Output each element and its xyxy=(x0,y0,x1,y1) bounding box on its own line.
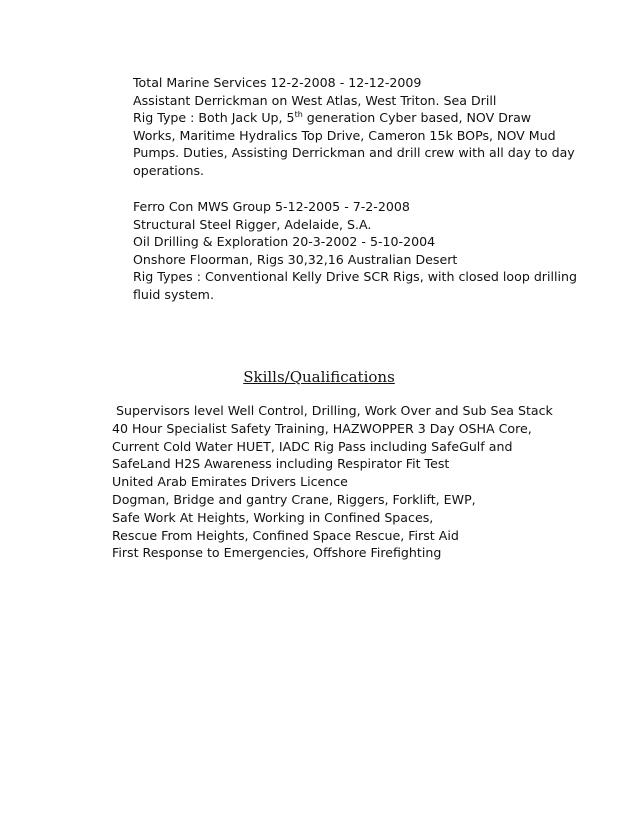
skill-line: SafeLand H2S Awareness including Respirator Fit Test xyxy=(112,456,450,472)
job-detail-line: operations. xyxy=(133,162,205,178)
job-role-line: Onshore Floorman, Rigs 30,32,16 Australian Desert xyxy=(133,251,458,267)
skill-line: Supervisors level Well Control, Drilling, Work Over and Sub Sea Stack xyxy=(116,403,553,418)
job-detail-text: generation Cyber based, NOV Draw xyxy=(302,110,532,126)
job-title-line: Total Marine Services 12-2-2008 - 12-12-2009 xyxy=(133,75,422,90)
job-detail-line: Pumps. Duties, Assisting Derrickman and drill crew with all day to day xyxy=(133,145,575,161)
job-detail-line: fluid system. xyxy=(133,286,214,302)
job-detail-text: Rig Type : Both Jack Up, 5 xyxy=(133,110,295,126)
job-title-line: Ferro Con MWS Group 5-12-2005 - 7-2-2008 xyxy=(133,199,410,214)
skill-line: United Arab Emirates Drivers Licence xyxy=(112,474,348,490)
job-detail-line: Works, Maritime Hydralics Top Drive, Cameron 15k BOPs, NOV Mud xyxy=(133,127,556,143)
experience-total-marine xyxy=(133,74,603,180)
skill-line: First Response to Emergencies, Offshore Firefighting xyxy=(112,545,442,561)
superscript: th xyxy=(294,110,303,119)
skill-line: Current Cold Water HUET, IADC Rig Pass including SafeGulf and xyxy=(112,438,513,454)
job-detail-line xyxy=(133,109,603,127)
skill-line: Dogman, Bridge and gantry Crane, Riggers, Forklift, EWP, xyxy=(112,491,476,507)
skill-line: 40 Hour Specialist Safety Training, HAZWOPPER 3 Day OSHA Core, xyxy=(112,420,532,436)
skill-line: Safe Work At Heights, Working in Confined Spaces, xyxy=(112,509,434,525)
job-role-line: Assistant Derrickman on West Atlas, West Triton. Sea Drill xyxy=(133,92,497,108)
job-title-line: Oil Drilling & Exploration 20-3-2002 - 5-10-2004 xyxy=(133,234,436,250)
skills-list xyxy=(112,402,612,562)
skills-heading: Skills/Qualifications xyxy=(243,368,395,386)
experience-ferro-con xyxy=(133,198,603,304)
skill-line: Rescue From Heights, Confined Space Rescue, First Aid xyxy=(112,527,459,543)
job-detail-line: Rig Types : Conventional Kelly Drive SCR Rigs, with closed loop drilling xyxy=(133,269,577,285)
job-role-line: Structural Steel Rigger, Adelaide, S.A. xyxy=(133,216,372,232)
